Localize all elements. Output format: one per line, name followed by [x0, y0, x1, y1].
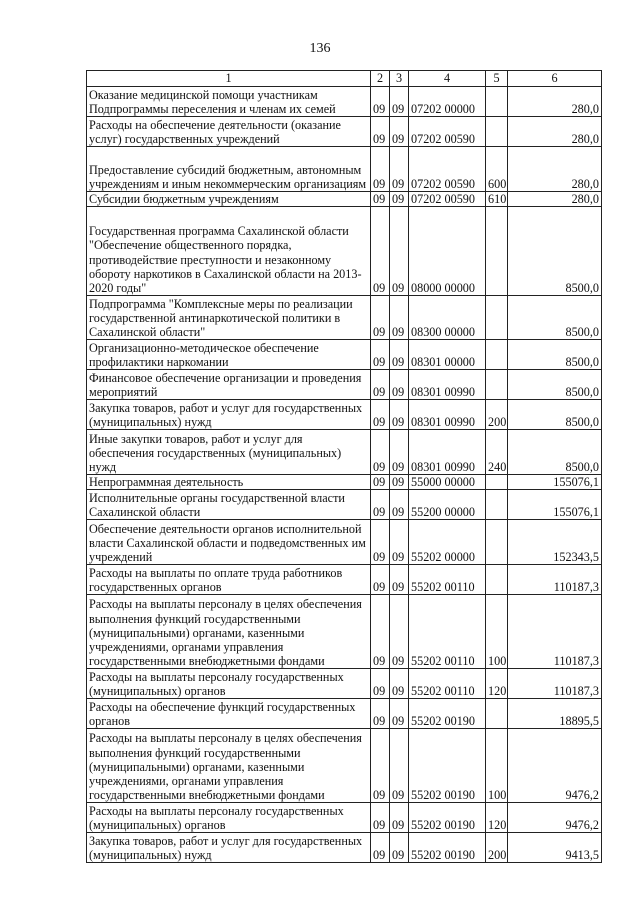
row-section-cell: 09 [371, 699, 390, 729]
row-name-cell: Расходы на выплаты персоналу в целях обеспечения выполнения функций государственными (муниципальными) органами, казенными учреждениями, органами управления государственными внебюджетными фондами [87, 595, 371, 669]
row-name-cell: Закупка товаров, работ и услуг для государственных (муниципальных) нужд [87, 400, 371, 430]
row-target-article-cell: 55000 00000 [409, 475, 486, 490]
row-subsection-cell: 09 [390, 296, 409, 340]
row-amount-cell: 152343,5 [508, 520, 602, 565]
row-expense-type-cell [486, 117, 508, 147]
row-target-article-cell: 55202 00110 [409, 595, 486, 669]
row-section-cell: 09 [371, 833, 390, 863]
row-amount-cell: 18895,5 [508, 699, 602, 729]
row-target-article-cell: 07202 00590 [409, 192, 486, 207]
row-subsection-cell: 09 [390, 833, 409, 863]
row-expense-type-cell [486, 207, 508, 296]
row-expense-type-cell: 240 [486, 430, 508, 475]
budget-table-body [87, 87, 602, 863]
table-row [87, 340, 602, 370]
row-subsection-cell: 09 [390, 803, 409, 833]
row-name-cell: Исполнительные органы государственной власти Сахалинской области [87, 490, 371, 520]
table-row [87, 565, 602, 595]
table-row [87, 490, 602, 520]
table-header-row [87, 71, 602, 87]
table-row [87, 430, 602, 475]
table-row [87, 803, 602, 833]
row-expense-type-cell [486, 475, 508, 490]
row-subsection-cell: 09 [390, 87, 409, 117]
table-row [87, 699, 602, 729]
row-section-cell: 09 [371, 400, 390, 430]
row-section-cell: 09 [371, 87, 390, 117]
row-subsection-cell: 09 [390, 699, 409, 729]
table-row [87, 192, 602, 207]
row-subsection-cell: 09 [390, 669, 409, 699]
row-section-cell: 09 [371, 669, 390, 699]
row-amount-cell: 8500,0 [508, 400, 602, 430]
table-row [87, 833, 602, 863]
table-row [87, 296, 602, 340]
row-amount-cell: 280,0 [508, 117, 602, 147]
row-subsection-cell: 09 [390, 370, 409, 400]
row-section-cell: 09 [371, 520, 390, 565]
row-target-article-cell: 55202 00110 [409, 669, 486, 699]
row-target-article-cell: 08000 00000 [409, 207, 486, 296]
row-target-article-cell: 08301 00990 [409, 400, 486, 430]
row-subsection-cell: 09 [390, 147, 409, 192]
row-section-cell: 09 [371, 370, 390, 400]
row-target-article-cell: 07202 00590 [409, 147, 486, 192]
row-expense-type-cell: 100 [486, 595, 508, 669]
row-amount-cell: 155076,1 [508, 490, 602, 520]
row-amount-cell: 280,0 [508, 192, 602, 207]
row-name-cell: Непрограммная деятельность [87, 475, 371, 490]
row-section-cell: 09 [371, 192, 390, 207]
row-expense-type-cell [486, 699, 508, 729]
row-name-cell: Расходы на выплаты персоналу государственных (муниципальных) органов [87, 669, 371, 699]
row-amount-cell: 8500,0 [508, 296, 602, 340]
page-number: 136 [309, 41, 331, 56]
row-name-cell: Обеспечение деятельности органов исполнительной власти Сахалинской области и подведомственных им учреждений [87, 520, 371, 565]
row-name-cell: Государственная программа Сахалинской области "Обеспечение общественного порядка, противодействие преступности и незаконному обороту наркотиков в Сахалинской области на 2013-2020 годы" [87, 207, 371, 296]
row-subsection-cell: 09 [390, 192, 409, 207]
row-amount-cell: 110187,3 [508, 595, 602, 669]
row-section-cell: 09 [371, 117, 390, 147]
row-section-cell: 09 [371, 475, 390, 490]
row-expense-type-cell [486, 340, 508, 370]
row-subsection-cell: 09 [390, 430, 409, 475]
row-expense-type-cell: 200 [486, 400, 508, 430]
row-expense-type-cell [486, 490, 508, 520]
table-row [87, 207, 602, 296]
row-name-cell: Оказание медицинской помощи участникам Подпрограммы переселения и членам их семей [87, 87, 371, 117]
table-row [87, 400, 602, 430]
row-expense-type-cell [486, 296, 508, 340]
row-amount-cell: 8500,0 [508, 207, 602, 296]
row-target-article-cell: 08300 00000 [409, 296, 486, 340]
row-amount-cell: 8500,0 [508, 430, 602, 475]
row-section-cell: 09 [371, 207, 390, 296]
row-name-cell: Расходы на выплаты персоналу государственных (муниципальных) органов [87, 803, 371, 833]
table-row [87, 669, 602, 699]
row-target-article-cell: 55202 00190 [409, 803, 486, 833]
row-subsection-cell: 09 [390, 729, 409, 803]
row-section-cell: 09 [371, 565, 390, 595]
row-name-cell: Иные закупки товаров, работ и услуг для обеспечения государственных (муниципальных) нужд [87, 430, 371, 475]
row-expense-type-cell [486, 87, 508, 117]
row-subsection-cell: 09 [390, 117, 409, 147]
table-row [87, 520, 602, 565]
header-col-1: 1 [87, 71, 371, 87]
row-target-article-cell: 07202 00590 [409, 117, 486, 147]
row-subsection-cell: 09 [390, 595, 409, 669]
row-name-cell: Организационно-методическое обеспечение профилактики наркомании [87, 340, 371, 370]
row-name-cell: Расходы на обеспечение деятельности (оказание услуг) государственных учреждений [87, 117, 371, 147]
row-target-article-cell: 55202 00190 [409, 833, 486, 863]
table-row [87, 595, 602, 669]
row-target-article-cell: 55202 00000 [409, 520, 486, 565]
row-target-article-cell: 55200 00000 [409, 490, 486, 520]
row-section-cell: 09 [371, 595, 390, 669]
row-section-cell: 09 [371, 147, 390, 192]
row-expense-type-cell: 120 [486, 669, 508, 699]
header-col-5: 5 [486, 71, 508, 87]
row-name-cell: Предоставление субсидий бюджетным, автономным учреждениям и иным некоммерческим организациям [87, 147, 371, 192]
row-section-cell: 09 [371, 803, 390, 833]
header-col-6: 6 [508, 71, 602, 87]
row-section-cell: 09 [371, 340, 390, 370]
row-name-cell: Расходы на выплаты по оплате труда работников государственных органов [87, 565, 371, 595]
row-expense-type-cell: 200 [486, 833, 508, 863]
row-target-article-cell: 08301 00990 [409, 370, 486, 400]
header-col-2: 2 [371, 71, 390, 87]
row-expense-type-cell [486, 565, 508, 595]
row-expense-type-cell: 100 [486, 729, 508, 803]
table-row [87, 729, 602, 803]
row-subsection-cell: 09 [390, 207, 409, 296]
header-col-4: 4 [409, 71, 486, 87]
row-amount-cell: 280,0 [508, 147, 602, 192]
row-expense-type-cell [486, 370, 508, 400]
row-expense-type-cell: 120 [486, 803, 508, 833]
row-section-cell: 09 [371, 490, 390, 520]
row-amount-cell: 155076,1 [508, 475, 602, 490]
row-subsection-cell: 09 [390, 565, 409, 595]
table-row [87, 87, 602, 117]
table-row [87, 117, 602, 147]
header-col-3: 3 [390, 71, 409, 87]
row-subsection-cell: 09 [390, 400, 409, 430]
row-amount-cell: 110187,3 [508, 565, 602, 595]
row-subsection-cell: 09 [390, 475, 409, 490]
row-amount-cell: 9476,2 [508, 729, 602, 803]
row-name-cell: Расходы на выплаты персоналу в целях обеспечения выполнения функций государственными (муниципальными) органами, казенными учреждениями, органами управления государственными внебюджетными фондами [87, 729, 371, 803]
row-target-article-cell: 55202 00190 [409, 729, 486, 803]
row-name-cell: Финансовое обеспечение организации и проведения мероприятий [87, 370, 371, 400]
row-section-cell: 09 [371, 296, 390, 340]
table-row [87, 475, 602, 490]
row-target-article-cell: 55202 00110 [409, 565, 486, 595]
row-name-cell: Субсидии бюджетным учреждениям [87, 192, 371, 207]
row-subsection-cell: 09 [390, 340, 409, 370]
row-expense-type-cell [486, 520, 508, 565]
row-subsection-cell: 09 [390, 520, 409, 565]
row-target-article-cell: 08301 00990 [409, 430, 486, 475]
row-section-cell: 09 [371, 729, 390, 803]
row-target-article-cell: 08301 00000 [409, 340, 486, 370]
row-subsection-cell: 09 [390, 490, 409, 520]
row-name-cell: Расходы на обеспечение функций государственных органов [87, 699, 371, 729]
row-expense-type-cell: 610 [486, 192, 508, 207]
row-amount-cell: 280,0 [508, 87, 602, 117]
row-name-cell: Закупка товаров, работ и услуг для государственных (муниципальных) нужд [87, 833, 371, 863]
row-name-cell: Подпрограмма "Комплексные меры по реализации государственной антинаркотической политики в Сахалинской области" [87, 296, 371, 340]
row-amount-cell: 9413,5 [508, 833, 602, 863]
row-amount-cell: 9476,2 [508, 803, 602, 833]
row-amount-cell: 8500,0 [508, 340, 602, 370]
row-target-article-cell: 07202 00000 [409, 87, 486, 117]
row-target-article-cell: 55202 00190 [409, 699, 486, 729]
budget-table [86, 70, 602, 863]
table-row [87, 370, 602, 400]
row-section-cell: 09 [371, 430, 390, 475]
row-amount-cell: 8500,0 [508, 370, 602, 400]
table-row [87, 147, 602, 192]
row-expense-type-cell: 600 [486, 147, 508, 192]
row-amount-cell: 110187,3 [508, 669, 602, 699]
